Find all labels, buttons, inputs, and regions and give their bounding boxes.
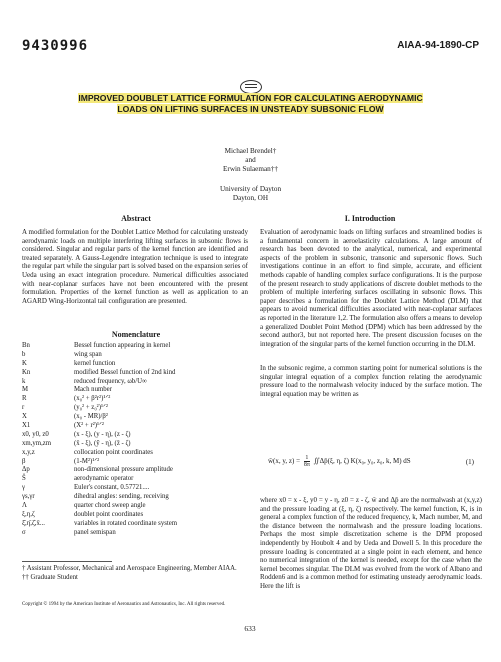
abstract-heading: Abstract <box>121 214 151 223</box>
nomenclature-row <box>22 440 252 449</box>
symbol: K <box>22 359 27 367</box>
footnote-1: † Assistant Professor, Mechanical and Aerospace Engineering, Member AIAA. <box>22 565 237 572</box>
footnote-2: †† Graduate Student <box>22 573 78 581</box>
definition: (x - ξ), (y - η), (z - ζ) <box>74 430 131 438</box>
definition: collocation point coordinates <box>74 448 153 456</box>
definition: (X² + r²)¹ᐟ² <box>74 422 104 430</box>
symbol: β <box>22 457 26 465</box>
nomenclature-heading: Nomenclature <box>111 330 161 339</box>
nomenclature-row <box>22 466 252 475</box>
symbol: b <box>22 350 26 358</box>
symbol: r <box>22 404 25 412</box>
document-number: 9430996 <box>22 38 89 54</box>
definition: non-dimensional pressure amplitude <box>74 466 173 474</box>
nomenclature-row <box>22 475 252 484</box>
symbol: Kn <box>22 368 31 376</box>
author-separator: and <box>245 156 256 164</box>
definition: Mach number <box>74 386 112 394</box>
nomenclature-row <box>22 413 252 422</box>
symbol: k <box>22 377 26 385</box>
symbol: xm,ym,zm <box>22 439 52 447</box>
definition: kernel function <box>74 359 116 367</box>
definition: (y₀² + z₀²)¹ᐟ² <box>74 404 108 412</box>
aiaa-paper-number: AIAA-94-1890-CP <box>397 40 479 51</box>
nomenclature-row <box>22 520 252 529</box>
definition: (x̄ - ξ), (ȳ - η), (z̄ - ζ) <box>74 439 131 447</box>
nomenclature-row <box>22 502 252 511</box>
symbol: γ <box>22 484 26 492</box>
symbol: γs,γr <box>22 493 35 501</box>
symbol: ξ,η,ζ <box>22 510 35 518</box>
nomenclature-row <box>22 404 252 413</box>
introduction-paragraph-1: Evaluation of aerodynamic loads on lifting surfaces and streamlined bodies is a fundamental concern in aeroelasticity calculations. A large amount of research has been devoted to the analytical, numerical, and experimental aspects of the problem in subsonic, transonic and supersonic flows. Such investigations continue in an effort to find simple, accurate, and efficient methods capable of handling complex surface configurations. It is the purpose of the present research to study applications of discrete doublet methods to the problem of multiple interfering surfaces oscillating in subsonic flows. This paper describes a formulation for the Doublet Lattice Method (DLM) that appears to avoid numerical difficulties associated with near-coplanar surfaces as reported in the literature 1,2. The formulation also offers a means to develop a generalized Doublet Point Method (DPM) which has been addressed by the second author3, but not reported here. The present discussion focuses on the integration of the singular parts of the kernel function occurring in the DLM. <box>260 228 482 348</box>
affiliation-line-1: University of Dayton <box>219 185 282 193</box>
definition: (x₀ - MR)/β² <box>74 413 108 421</box>
author-2: Erwin Sulaeman†† <box>223 165 278 173</box>
nomenclature-row <box>22 395 252 404</box>
nomenclature-row <box>22 378 252 387</box>
definition: panel semispan <box>74 528 116 536</box>
author-1: Michael Brendel† <box>224 147 277 155</box>
nomenclature-row <box>22 511 252 520</box>
title-line-2: LOADS ON LIFTING SURFACES IN UNSTEADY SUBSONIC FLOW <box>117 104 384 114</box>
footnote-rule <box>22 561 112 562</box>
definition: wing span <box>74 350 102 358</box>
nomenclature-row <box>22 422 252 431</box>
nomenclature-row <box>22 369 252 378</box>
nomenclature-list <box>22 342 252 538</box>
definition: Bessel function appearing in kernel <box>74 342 171 349</box>
abstract-text: A modified formulation for the Doublet Lattice Method for calculating unsteady aerodynamic loads on multiple interfering lifting surfaces in subsonic flows is considered. Singular and regular parts of the kernel function are identified and treated separately. A Gauss-Legendre integration technique is used to integrate the regular part while the singular part is solved based on the expansion series of Ueda using an exact integration procedure. Numerical difficulties associated with near-coplanar surfaces have not been encountered with the present formulation. Properties of the kernel function as well as application to an AGARD Wing-Horizontal tail configuration are presented. <box>22 228 248 305</box>
symbol: X <box>22 413 27 421</box>
copyright-notice: Copyright © 1994 by the American Institute of Aeronautics and Astronautics, Inc. All rights reserved. <box>22 602 226 607</box>
equation-rhs: ∬Δp̄(ξ, η, ζ) K(x₀, y₀, z₀, k, M) dS <box>313 457 411 466</box>
fraction-denominator: 8π <box>303 462 310 468</box>
nomenclature-row <box>22 458 252 467</box>
document-stamp-icon <box>240 80 262 94</box>
symbol: x,y,z <box>22 448 35 456</box>
fraction-numerator: 1 <box>305 455 309 461</box>
definition: modified Bessel function of 2nd kind <box>74 368 176 376</box>
definition: (1-M²)¹ᐟ² <box>74 457 100 465</box>
symbol: Bn <box>22 342 30 349</box>
symbol: R <box>22 395 27 403</box>
nomenclature-row <box>22 484 252 493</box>
definition: aerodynamic operator <box>74 475 134 483</box>
affiliation-line-2: Dayton, OH <box>232 194 269 202</box>
definition: reduced frequency, ωb/U∞ <box>74 377 147 385</box>
symbol: ξ̄,η̄,ζ̄,x̄... <box>22 519 45 527</box>
equation-lhs: w̄(x, y, z) = <box>268 457 301 466</box>
definition: quarter chord sweep angle <box>74 502 146 510</box>
equation-fraction <box>304 455 310 468</box>
nomenclature-row <box>22 342 252 351</box>
symbol: Λ <box>22 502 27 510</box>
definition: dihedral angles: sending, receiving <box>74 493 169 501</box>
definition: variables in rotated coordinate system <box>74 519 178 527</box>
equation-number: (1) <box>465 458 474 466</box>
symbol: X1 <box>22 422 31 430</box>
nomenclature-row <box>22 529 252 538</box>
affiliation <box>150 185 351 203</box>
symbol: Δp <box>22 466 30 474</box>
definition: Euler's constant, 0.57721.... <box>74 484 150 492</box>
equation-1 <box>268 455 482 469</box>
introduction-paragraph-3: where x0 = x - ξ, y0 = y - η, z0 = z - ζ, w̄ and Δp̄ are the normalwash at (x,y,z) and the pressure loading at (ξ, η, ζ) respectively. The kernel function, K, is in general a complex function of the reduced frequency, k, Mach number, M, and the distance between the normalwash and the pressure loading locations. Perhaps the most simple discretization scheme is the DPM proposed independently by Houbolt 4 and by Ueda and Dowell 5. In this procedure the pressure loading is concentrated at a single point in each element, and hence no numerical integration of the kernel is needed, except for the case when the kernel becomes singular. The DLM was evolved from the work of Albano and Rodden6 and is a common method for estimating unsteady aerodynamic loads. Here the lift is <box>260 496 482 590</box>
definition: (x₀² + β²r²)¹ᐟ² <box>74 395 111 403</box>
symbol: σ <box>22 528 26 536</box>
nomenclature-row <box>22 493 252 502</box>
introduction-heading: I. Introduction <box>344 214 396 223</box>
nomenclature-row <box>22 449 252 458</box>
symbol: x0, y0, z0 <box>22 430 49 438</box>
nomenclature-row <box>22 431 252 440</box>
paper-title <box>50 93 451 115</box>
footnotes <box>22 565 250 582</box>
authors <box>150 147 351 174</box>
nomenclature-row <box>22 386 252 395</box>
nomenclature-row <box>22 360 252 369</box>
symbol: M <box>22 386 29 394</box>
definition: doublet point coordinates <box>74 510 144 518</box>
introduction-paragraph-2: In the subsonic regime, a common starting point for numerical solutions is the singular integral equation of a complex function relating the aerodynamic pressure load to the normalwash velocity induced by the surface motion. The integral equation may be written as <box>260 364 482 398</box>
title-line-1: IMPROVED DOUBLET LATTICE FORMULATION FOR CALCULATING AERODYNAMIC <box>78 93 423 103</box>
page-number: 633 <box>244 624 256 633</box>
symbol: Š <box>22 475 26 483</box>
nomenclature-row <box>22 351 252 360</box>
